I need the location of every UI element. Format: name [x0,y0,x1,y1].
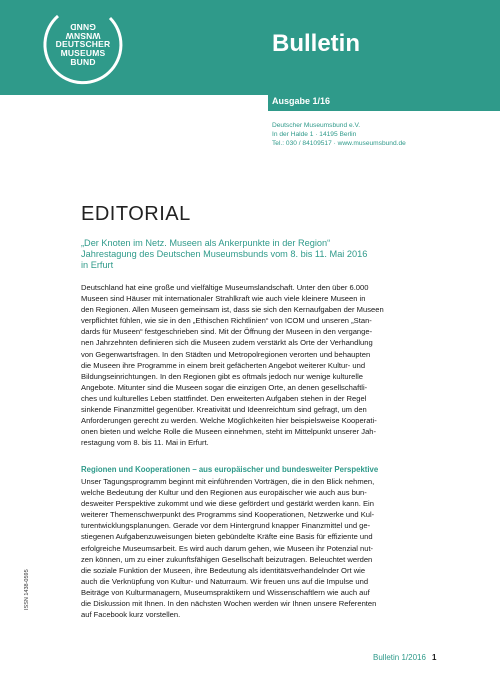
text-line: Unser Tagungsprogramm beginnt mit einführenden Vorträgen, die in den Blick nehmen, [81,477,375,486]
text-line: Museen sind Häuser mit internationaler Strahlkraft wie auch viele kleinere Museen in [81,294,366,304]
text-line: desweiter Perspektive zukommt und wie diese gefördert und gestärkt werden kann. Ein [81,499,374,509]
text-line: die Museen ihre Programme in einem breit gefächerten Angebot weiterer Kultur- und [81,360,366,370]
subtitle-line: „Der Knoten im Netz. Museen als Ankerpunkte in der Region“ [81,238,331,248]
text-line: dards für Museen“ festgeschrieben sind. Mit der Öffnung der Museen in den vergange- [81,327,373,337]
text-line: auf Facebook kurz vorstellen. [81,610,181,620]
text-line: sinkende Finanzmittel gegenüber. Kreativität und Ideenreichtum sind gefragt, um den [81,405,367,415]
text-line: ches und kulturelles Leben stattfindet. Den erweiterten Aufgaben stehen in der Regel [81,393,367,403]
text-line: Anforderungen gerecht zu werden. Welche Möglichkeiten hier beispielsweise Kooperati- [81,416,377,426]
text-line: Deutschland hat eine große und vielfältige Museumslandschaft. Unter den über 6.000 [81,283,369,292]
museumsbund-logo [38,8,128,88]
text-line: Angebote. Mitunter sind die Museen sogar die einzigen Orte, an denen gesellschaftli- [81,382,368,392]
text-line: zen können, um zu einer zukunftsfähigen Gesellschaft beizutragen. Beleuchtet werden [81,554,373,564]
text-line: onen bieten und welche Rolle die Museen einnehmen, steht im Mittelpunkt unserer Jah- [81,427,377,437]
text-line: weiterer Themenschwerpunkt des Programms sind Kooperationen, Netzwerke und Kul- [81,510,375,520]
address-org: Deutscher Museumsbund e.V. [272,122,361,129]
text-line: die soziale Funktion der Museen, ihre Bedeutung als identitätsverhandelnder Ort wie [81,565,366,575]
subtitle-line: in Erfurt [81,260,114,270]
footer-label: Bulletin 1/2016 [373,653,426,662]
address-block [272,121,492,148]
text-line: turentwicklungsplanungen. Gerade vor dem Hintergrund knapper Finanzmittel und ge- [81,521,371,531]
header-band [0,0,500,95]
issn-label: ISSN 1438-0595 [24,569,30,610]
text-line: restagung vom 8. bis 11. Mai in Erfurt. [81,438,209,448]
text-line: Beiträge von Kulturmanagern, Museumspraktikern und Wissenschaftlern wie auch auf [81,587,370,597]
page-number: 1 [431,653,437,662]
issue-bar [268,95,500,111]
text-line: erfolgreiche Museumsarbeit. Es wird auch darum gehen, wie Museen ihr Potenzial nut- [81,543,374,553]
text-line: den Regionen. Allen Museen gemeinsam ist, dass sie sich den Kernaufgaben der Museen [81,305,384,315]
text-line: die Diskussion mit Ihnen. In den nächsten Wochen werden wir Ihnen unsere Referenten [81,599,377,609]
paragraph-2 [81,476,436,620]
paragraph-1 [81,282,436,448]
text-line: verpflichtet fühlen, wie sie in den „Ethischen Richtlinien“ von ICOM und unseren „Stan- [81,316,372,326]
bulletin-title: Bulletin [272,30,360,57]
editorial-subtitle [81,238,461,271]
page-footer [373,653,436,662]
logo-line-1: GNND [70,22,96,32]
address-street: In der Halde 1 · 14195 Berlin [272,131,357,138]
subtitle-line: Jahrestagung des Deutschen Museumsbunds vom 8. bis 11. Mai 2016 [81,249,368,259]
logo-line-5: BUND [70,57,96,67]
text-line: von Gegenwartsfragen. In den Städten und Metropolregionen verorten und behaupten [81,349,371,359]
logo-text [38,22,128,67]
text-line: Bildungseinrichtungen. In den Regionen gibt es oftmals jedoch nur wenige kulturelle [81,371,363,381]
logo-line-2: WNSNW [65,31,101,41]
section-heading: Regionen und Kooperationen – aus europäischer und bundesweiter Perspektive [81,465,379,474]
text-line: welche Bedeutung der Kultur und den Regionen aus europäischer wie auch aus bun- [81,488,367,498]
editorial-title: EDITORIAL [81,203,191,225]
text-line: auch die Verknüpfung von Kultur- und Naturraum. Wir freuen uns auf die Impulse und [81,576,369,586]
logo-line-4: MUSEUMS [60,48,106,58]
address-contact: Tel.: 030 / 84109517 · www.museumsbund.de [272,140,406,147]
text-line: stiegenen Aufgabenzuweisungen bieten gebündelte Kräfte eine Basis für effiziente und [81,532,373,542]
logo-line-3: DEUTSCHER [55,39,111,49]
text-line: nen Jahrzehnten definieren sich die Museen zudem verstärkt als Orte der Verhandlung [81,338,373,348]
issue-label: Ausgabe 1/16 [272,96,331,106]
